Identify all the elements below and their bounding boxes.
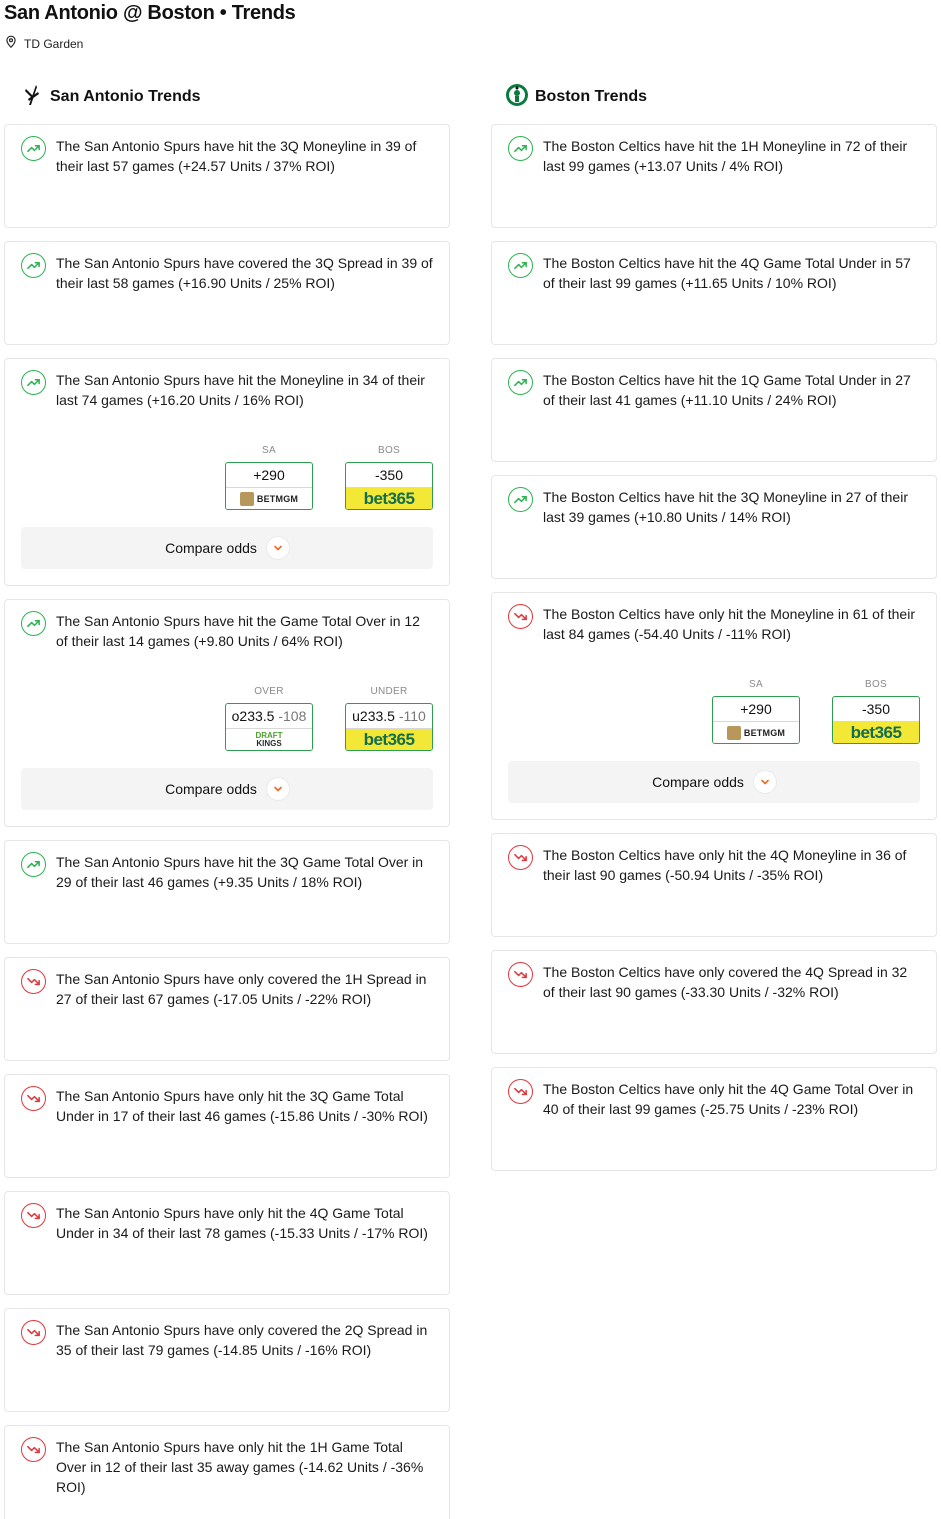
trending-down-icon — [508, 962, 533, 987]
trending-down-icon — [508, 845, 533, 870]
odds-button[interactable] — [225, 703, 313, 751]
trend-card — [4, 840, 450, 944]
trending-down-icon — [21, 969, 46, 994]
trend-text: The San Antonio Spurs have only hit the 1H Game Total Over in 12 of their last 35 away games (-14.62 Units / -36% ROI) — [56, 1439, 424, 1495]
betmgm-lion-icon — [727, 726, 741, 740]
trend-row — [21, 969, 433, 1009]
page-title: San Antonio @ Boston • Trends — [4, 2, 296, 24]
odds-label: BOS — [377, 445, 401, 456]
trend-row — [21, 253, 433, 293]
venue-name: TD Garden — [24, 36, 84, 51]
trending-up-icon — [21, 852, 46, 877]
trend-list — [4, 124, 450, 1519]
trend-row — [508, 487, 920, 527]
bet365-logo: bet365 — [346, 487, 432, 509]
trend-text: The San Antonio Spurs have hit the 3Q Moneyline in 39 of their last 57 games (+24.57 Units / 37% ROI) — [56, 138, 417, 174]
trend-row — [21, 136, 433, 176]
trend-row — [21, 370, 433, 410]
trend-text: The Boston Celtics have only hit the Moneyline in 61 of their last 84 games (-54.40 Units / -11% ROI) — [543, 606, 915, 642]
compare-odds-label: Compare odds — [165, 781, 257, 797]
compare-odds-label: Compare odds — [165, 540, 257, 556]
trend-row — [508, 962, 920, 1002]
column-title: Boston Trends — [535, 88, 648, 105]
trend-text: The San Antonio Spurs have hit the Moneyline in 34 of their last 74 games (+16.20 Units / 16% ROI) — [56, 372, 425, 408]
odds-label: UNDER — [370, 686, 408, 697]
trend-row — [508, 253, 920, 293]
trend-text: The San Antonio Spurs have covered the 3Q Spread in 39 of their last 58 games (+16.90 Units / 25% ROI) — [56, 255, 433, 291]
odds-value: -350 — [374, 467, 404, 483]
trend-card — [4, 1425, 450, 1519]
boston-trends-column — [491, 84, 937, 1171]
trending-down-icon — [21, 1320, 46, 1345]
column-header — [4, 84, 450, 110]
trend-row — [21, 1203, 433, 1243]
odds-option — [345, 685, 433, 751]
trend-text: The San Antonio Spurs have hit the 3Q Game Total Over in 29 of their last 46 games (+9.35 Units / 18% ROI) — [56, 854, 424, 890]
trend-card — [491, 358, 937, 462]
trending-down-icon — [508, 1079, 533, 1104]
chevron-down-icon — [267, 778, 289, 800]
odds-value: +290 — [253, 467, 285, 483]
trend-list — [491, 124, 937, 1171]
odds-value: u233.5 -110 — [352, 708, 426, 724]
draftkings-logo: DRAFT KINGS — [226, 728, 312, 750]
odds-label: SA — [262, 445, 276, 456]
odds-label: BOS — [864, 679, 888, 690]
trending-up-icon — [508, 136, 533, 161]
trend-row — [508, 845, 920, 885]
trend-text: The Boston Celtics have hit the 3Q Moneyline in 27 of their last 39 games (+10.80 Units / 14% ROI) — [543, 489, 908, 525]
trend-row — [508, 136, 920, 176]
trend-card — [4, 1191, 450, 1295]
bet365-logo: bet365 — [346, 728, 432, 750]
trend-row — [508, 1079, 920, 1119]
trending-down-icon — [21, 1086, 46, 1111]
odds-button[interactable] — [345, 703, 433, 751]
bet365-logo: bet365 — [833, 721, 919, 743]
san-antonio-trends-column — [4, 84, 450, 1519]
betmgm-logo: BETMGM — [226, 487, 312, 509]
odds-option — [345, 444, 433, 510]
trend-card — [491, 475, 937, 579]
odds-label: SA — [749, 679, 763, 690]
trend-card — [4, 124, 450, 228]
compare-odds-label: Compare odds — [652, 774, 744, 790]
odds-option — [225, 685, 313, 751]
trend-card — [491, 833, 937, 937]
trend-text: The Boston Celtics have only hit the 4Q Moneyline in 36 of their last 90 games (-50.94 Units / -35% ROI) — [543, 847, 907, 883]
trending-up-icon — [508, 487, 533, 512]
compare-odds-button[interactable] — [508, 761, 920, 803]
trending-up-icon — [21, 136, 46, 161]
trend-text: The San Antonio Spurs have only covered the 1H Spread in 27 of their last 67 games (-17.05 Units / -22% ROI) — [56, 971, 427, 1007]
trending-down-icon — [508, 604, 533, 629]
trend-row — [21, 611, 433, 651]
trending-up-icon — [508, 253, 533, 278]
trend-text: The San Antonio Spurs have hit the Game Total Over in 12 of their last 14 games (+9.80 Units / 64% ROI) — [56, 613, 420, 649]
trending-up-icon — [21, 611, 46, 636]
trend-row — [21, 1437, 433, 1497]
trend-text: The Boston Celtics have hit the 4Q Game Total Under in 57 of their last 99 games (+11.65 Units / 10% ROI) — [543, 255, 911, 291]
trending-up-icon — [21, 253, 46, 278]
trend-card — [4, 1074, 450, 1178]
trend-card — [4, 358, 450, 586]
trend-text: The San Antonio Spurs have only hit the 3Q Game Total Under in 17 of their last 46 games (-15.86 Units / -30% ROI) — [56, 1088, 428, 1124]
odds-button[interactable] — [225, 462, 313, 510]
column-header — [491, 84, 937, 110]
trend-text: The Boston Celtics have hit the 1H Moneyline in 72 of their last 99 games (+13.07 Units / 4% ROI) — [543, 138, 908, 174]
trend-row — [21, 1320, 433, 1360]
trend-card — [491, 1067, 937, 1171]
celtics-logo-icon — [505, 83, 529, 112]
location-pin-icon — [4, 35, 18, 52]
trend-text: The San Antonio Spurs have only hit the 4Q Game Total Under in 34 of their last 78 games (-15.33 Units / -17% ROI) — [56, 1205, 428, 1241]
trend-text: The San Antonio Spurs have only covered the 2Q Spread in 35 of their last 79 games (-14.85 Units / -16% ROI) — [56, 1322, 428, 1358]
trending-down-icon — [21, 1203, 46, 1228]
trend-text: The Boston Celtics have only hit the 4Q Game Total Over in 40 of their last 99 games (-25.75 Units / -23% ROI) — [543, 1081, 914, 1117]
trend-card — [4, 1308, 450, 1412]
page-header — [4, 0, 934, 52]
odds-value: o233.5 -108 — [231, 708, 307, 724]
odds-label: OVER — [254, 686, 284, 697]
odds-button[interactable] — [712, 696, 800, 744]
trend-text: The Boston Celtics have hit the 1Q Game Total Under in 27 of their last 41 games (+11.10 Units / 24% ROI) — [543, 372, 911, 408]
trend-card — [491, 950, 937, 1054]
trend-card — [491, 592, 937, 820]
trend-card — [4, 241, 450, 345]
trend-row — [508, 370, 920, 410]
odds-row — [21, 685, 433, 751]
compare-odds-button[interactable] — [21, 768, 433, 810]
odds-row — [508, 678, 920, 744]
trend-card — [491, 124, 937, 228]
trend-row — [21, 1086, 433, 1126]
trend-card — [4, 599, 450, 827]
column-title: San Antonio Trends — [50, 88, 201, 105]
odds-button[interactable] — [345, 462, 433, 510]
trending-up-icon — [21, 370, 46, 395]
trend-row — [21, 852, 433, 892]
odds-option — [712, 678, 800, 744]
spurs-logo-icon — [20, 83, 44, 112]
venue — [4, 35, 934, 52]
chevron-down-icon — [754, 771, 776, 793]
odds-button[interactable] — [832, 696, 920, 744]
trend-card — [4, 957, 450, 1061]
trend-row — [508, 604, 920, 644]
trend-text: The Boston Celtics have only covered the 4Q Spread in 32 of their last 90 games (-33.30 Units / -32% ROI) — [543, 964, 908, 1000]
trending-up-icon — [508, 370, 533, 395]
betmgm-logo: BETMGM — [713, 721, 799, 743]
odds-option — [225, 444, 313, 510]
odds-option — [832, 678, 920, 744]
odds-value: -350 — [861, 701, 891, 717]
odds-row — [21, 444, 433, 510]
betmgm-lion-icon — [240, 492, 254, 506]
chevron-down-icon — [267, 537, 289, 559]
trend-card — [491, 241, 937, 345]
odds-value: +290 — [740, 701, 772, 717]
compare-odds-button[interactable] — [21, 527, 433, 569]
trending-down-icon — [21, 1437, 46, 1462]
